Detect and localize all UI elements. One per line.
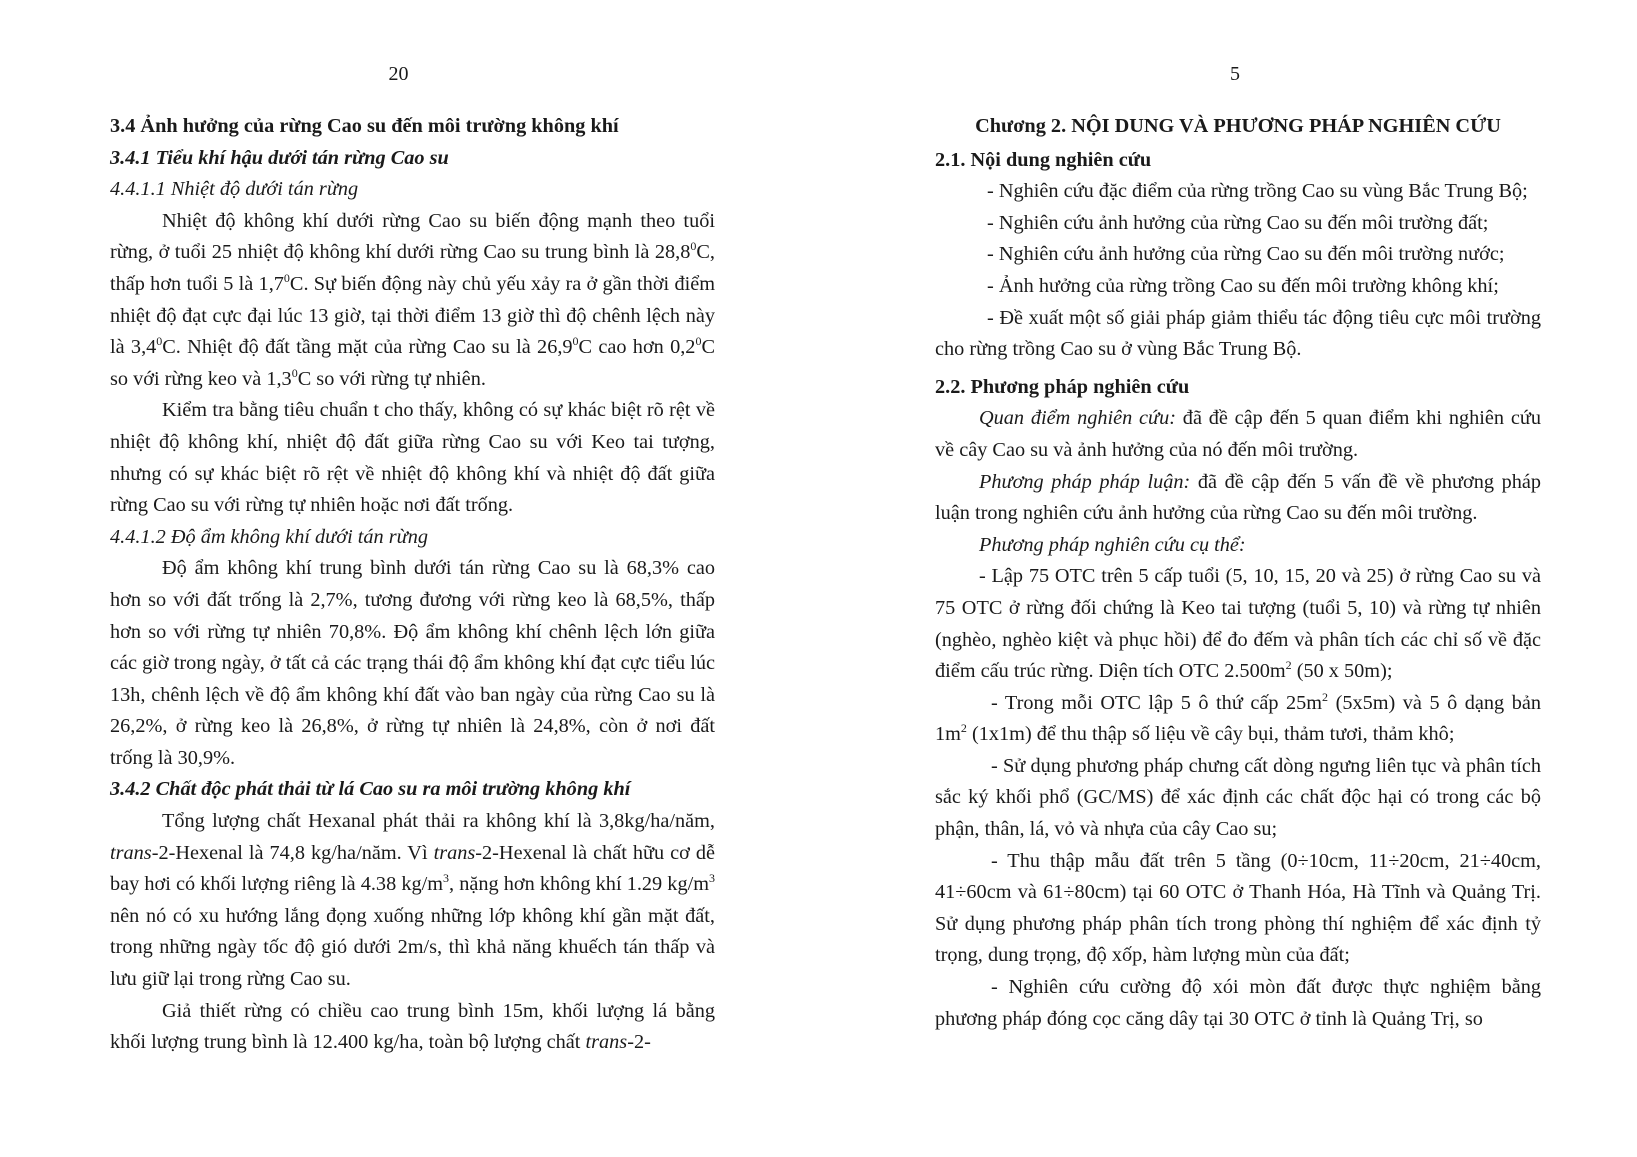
- right-page-content: [935, 111, 1541, 1035]
- paragraph-t-test: Kiểm tra bằng tiêu chuẩn t cho thấy, không có sự khác biệt rõ rệt về nhiệt độ không khí, nhiệt độ đất giữa rừng Cao su với Keo tai tượng, nhưng có sự khác biệt rõ rệt về nhiệt độ không khí và nhiệt độ đất giữa rừng Cao su với rừng tự nhiên hoặc nơi đất trống.: [110, 399, 715, 517]
- bullet-item: - Nghiên cứu ảnh hưởng của rừng Cao su đến môi trường đất;: [987, 211, 1489, 234]
- section-heading-2-1: 2.1. Nội dung nghiên cứu: [935, 148, 1152, 171]
- subsection-heading-3-4-1: 3.4.1 Tiểu khí hậu dưới tán rừng Cao su: [110, 146, 449, 169]
- chapter-title: Chương 2. NỘI DUNG VÀ PHƯƠNG PHÁP NGHIÊN CỨU: [975, 115, 1501, 137]
- paragraph-assumption: Giả thiết rừng có chiều cao trung bình 15m, khối lượng lá bằng khối lượng trung bình là 12.400 kg/ha, toàn bộ lượng chất trans-2-: [110, 999, 715, 1054]
- right-page: [935, 0, 1541, 1157]
- left-page-content: [110, 111, 715, 1059]
- section-heading-3-4: 3.4 Ảnh hưởng của rừng Cao su đến môi trường không khí: [110, 115, 619, 137]
- subheading-4-4-1-1: 4.4.1.1 Nhiệt độ dưới tán rừng: [110, 178, 359, 201]
- method-item: - Lập 75 OTC trên 5 cấp tuổi (5, 10, 15, 20 và 25) ở rừng Cao su và 75 OTC ở rừng đối chứng là Keo tai tượng (tuổi 5, 10) và rừng tự nhiên (nghèo, nghèo kiệt và phục hồi) để đo đếm và phân tích các chỉ số về đặc điểm cấu trúc rừng. Diện tích OTC $2.500m^2$ (50 x 50m);: [935, 565, 1541, 683]
- page-number: 5: [1230, 63, 1240, 85]
- section-heading-2-2: 2.2. Phương pháp nghiên cứu: [935, 375, 1190, 398]
- specific-methods-label: Phương pháp nghiên cứu cụ thể:: [979, 533, 1246, 556]
- bullet-item: - Đề xuất một số giải pháp giảm thiểu tác động tiêu cực môi trường cho rừng trồng Cao su ở vùng Bắc Trung Bộ.: [935, 306, 1541, 361]
- paragraph-temperature: Nhiệt độ không khí dưới rừng Cao su biến động mạnh theo tuổi rừng, ở tuổi 25 nhiệt độ không khí dưới rừng Cao su trung bình là 28,8$^0$C, thấp hơn tuổi 5 là $1,7^0C$. Sự biến động này chủ yếu xảy ra ở gần thời điểm nhiệt độ đạt cực đại lúc 13 giờ, tại thời điểm 13 giờ thì độ chênh lệch này là $3,4^0C$. Nhiệt độ đất tầng mặt của rừng Cao su là 26,9$^0$C cao hơn $0,2^0C$ so với rừng keo và $1,3^0C$ so với rừng tự nhiên.: [110, 209, 715, 390]
- method-item: - Trong mỗi OTC lập 5 ô thứ cấp $25m^2$ (5x5m) và 5 ô dạng bản $1m^2$ (1x1m) để thu thập số liệu về cây bụi, thảm tươi, thảm khô;: [935, 689, 1541, 746]
- paragraph-humidity: Độ ẩm không khí trung bình dưới tán rừng Cao su là 68,3% cao hơn so với đất trống là 2,7%, tương đương với rừng keo là 68,5%, thấp hơn so với rừng tự nhiên 70,8%. Độ ẩm không khí chênh lệch lớn giữa các giờ trong ngày, ở tất cả các trạng thái độ ẩm không khí đạt cực tiểu lúc 13h, chênh lệch về độ ẩm không khí đất vào ban ngày của rừng Cao su là 26,2%, ở rừng keo là 26,8%, ở rừng tự nhiên là 24,8%, còn ở nơi đất trống là 30,9%.: [110, 557, 715, 769]
- paragraph-viewpoint: Quan điểm nghiên cứu: đã đề cập đến 5 quan điểm khi nghiên cứu về cây Cao su và ảnh hưởng của nó đến môi trường.: [935, 407, 1541, 461]
- bullet-item: - Nghiên cứu ảnh hưởng của rừng Cao su đến môi trường nước;: [987, 243, 1505, 266]
- left-page: [110, 0, 715, 1157]
- page-number: 20: [388, 63, 409, 85]
- bullet-item: - Nghiên cứu đặc điểm của rừng trồng Cao su vùng Bắc Trung Bộ;: [987, 180, 1528, 203]
- subsection-heading-3-4-2: 3.4.2 Chất độc phát thải từ lá Cao su ra môi trường không khí: [110, 778, 631, 801]
- bullet-item: - Ảnh hưởng của rừng trồng Cao su đến môi trường không khí;: [987, 274, 1499, 297]
- method-item: - Nghiên cứu cường độ xói mòn đất được thực nghiệm bằng phương pháp đóng cọc căng dây tại 30 OTC ở tỉnh là Quảng Trị, so: [935, 976, 1541, 1030]
- subheading-4-4-1-2: 4.4.1.2 Độ ẩm không khí dưới tán rừng: [110, 525, 428, 548]
- paragraph-hexanal: Tổng lượng chất Hexanal phát thải ra không khí là 3,8kg/ha/năm, trans-2-Hexenal là 74,8 kg/ha/năm. Vì trans-2-Hexenal là chất hữu cơ dễ bay hơi có khối lượng riêng là 4.38 $kg/m^3$, nặng hơn không khí 1.29 $kg/m^3$ nên nó có xu hướng lắng đọng xuống những lớp không khí gần mặt đất, trong những ngày tốc độ gió dưới 2m/s, thì khả năng khuếch tán thấp và lưu giữ lại trong rừng Cao su.: [110, 810, 715, 991]
- paragraph-methodology: Phương pháp pháp luận: đã đề cập đến 5 vấn đề về phương pháp luận trong nghiên cứu ảnh hưởng của rừng Cao su đến môi trường.: [935, 470, 1542, 525]
- method-item: - Thu thập mẫu đất trên 5 tầng (0÷10cm, 11÷20cm, 21÷40cm, 41÷60cm và 61÷80cm) tại 60 OTC ở Thanh Hóa, Hà Tĩnh và Quảng Trị. Sử dụng phương pháp phân tích trong phòng thí nghiệm để xác định tỷ trọng, dung trọng, độ xốp, hàm lượng mùn của đất;: [935, 849, 1541, 967]
- method-item: - Sử dụng phương pháp chưng cất dòng ngưng liên tục và phân tích sắc ký khối phổ (GC/MS) để xác định các chất độc hại có trong các bộ phận, thân, lá, vỏ và nhựa của cây Cao su;: [935, 754, 1541, 841]
